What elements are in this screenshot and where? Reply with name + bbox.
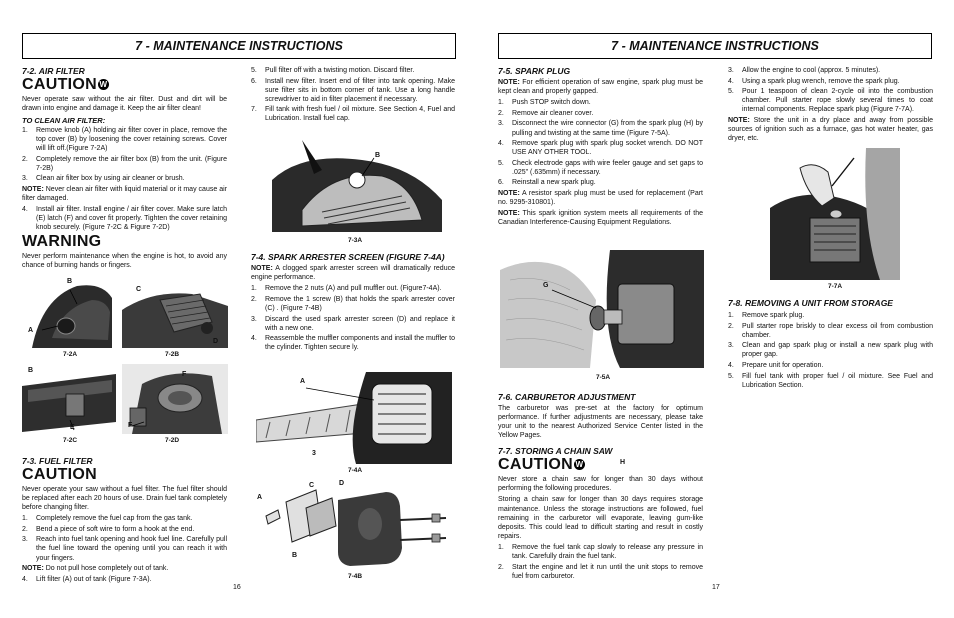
list-item: 1. Completely remove the fuel cap from the gas tank. (22, 515, 193, 523)
figure-caption: 7-2C (62, 437, 78, 444)
list-item: 3. Disconnect the wire connector (G) from the spark plug (H) by pulling and twisting at the same time (Figure 7-5A). (498, 120, 703, 137)
figure-caption: 7-2B (164, 351, 180, 358)
fig-label: C (136, 286, 142, 293)
fuel-filter-intro: Never operate your saw without a fuel filter. The fuel filter should be replaced after each 20 hours of use. Drain fuel tank completely before changing filter. (22, 485, 227, 512)
list-item: 2. Pull starter rope briskly to clear excess oil from combustion chamber. (728, 322, 933, 339)
engine-cover-latch-illustration (22, 364, 116, 434)
list-item: 4. Install air filter. Install engine / air filter cover. Make sure latch (E) latch (F) and cover fit properly. Tighten the cover retaining knob securely. (Figure 7-2C & Figure 7-2D) (22, 206, 227, 232)
page-number-right: 17 (712, 584, 720, 591)
figure-caption: 7-4B (347, 573, 363, 580)
warning-badge-icon: W (99, 80, 108, 90)
fig-label: C (309, 482, 315, 489)
list-item: 6. Reinstall a new spark plug. (498, 179, 596, 187)
list-item: 1. Remove the fuel tank cap slowly to release any pressure in tank. Carefully drain the fuel tank. (498, 543, 703, 561)
spark-plug-note-2: NOTE: A resistor spark plug must be used for replacement (Part no. 9295-310801). (498, 190, 703, 207)
right-section-header (498, 33, 932, 59)
fig-label: 3 (312, 450, 316, 457)
storing-text-1: Never store a chain saw for longer than 30 days without performing the following procedures. (498, 476, 703, 493)
figure-caption: 7-3A (347, 237, 363, 244)
spark-arrester-section (251, 252, 455, 354)
fuel-filter-steps (22, 514, 227, 562)
storing-continued (728, 66, 933, 145)
list-item: 2. Remove the 1 screw (B) that holds the spark arrester cover (C) . (Figure 7-4B) (251, 295, 455, 312)
fuel-filter-title: 7-3. FUEL FILTER (22, 456, 93, 466)
right-header-text: 7 - MAINTENANCE INSTRUCTIONS (611, 38, 819, 53)
air-filter-steps (22, 126, 227, 184)
list-item: 5. Fill fuel tank with proper fuel / oil mixture. See Fuel and Lubrication Section. (728, 372, 933, 389)
spark-plug-steps (498, 98, 703, 187)
list-item: 3. Discard the used spark arrester screen (D) and replace it with a new one. (251, 315, 455, 332)
fuel-filter-section (22, 456, 227, 586)
page-number-left: 16 (233, 584, 241, 591)
carburetor-section (498, 392, 703, 582)
list-item: 2. Remove air cleaner cover. (498, 109, 594, 117)
air-filter-section (22, 66, 227, 272)
fig-label: F (182, 371, 187, 378)
figure-7-4b (256, 478, 452, 570)
fig-label: E (70, 424, 75, 431)
list-item: 1. Remove the 2 nuts (A) and pull muffler out. (Figure7-4A). (251, 285, 442, 293)
list-item: 4. Prepare unit for operation. (728, 362, 824, 370)
fuel-filter-note: NOTE: Do not pull hose completely out of tank. (22, 565, 169, 573)
list-item: 2. Completely remove the air filter box (B) from the unit. (Figure 7-2B) (22, 155, 227, 172)
fig-label: D (213, 338, 219, 345)
fig-label: A (300, 378, 306, 385)
air-filter-intro: Never operate saw without the air filter. Dust and dirt will be drawn into engine and damage it. Keep the air filter clean! (22, 95, 227, 112)
removing-storage-steps (728, 311, 933, 390)
fig-label: F (128, 422, 133, 429)
spark-plug-note-3: NOTE: This spark ignition system meets all requirements of the Canadian Interference-Causing Equipment Regulations. (498, 210, 703, 227)
storage-note: NOTE: Store the unit in a dry place and away from possible sources of ignition such as a furnace, gas hot water heater, gas dryer, etc. (728, 116, 933, 143)
figure-caption: 7-4A (347, 467, 363, 474)
spark-arrester-note: NOTE: A clogged spark arrester screen will dramatically reduce engine performance. (251, 265, 455, 282)
removing-storage-title: 7-8. REMOVING A UNIT FROM STORAGE (728, 298, 893, 308)
warning-text: Never perform maintenance when the engine is hot, to avoid any chance of burning hands or fingers. (22, 252, 227, 269)
list-item: 4. Lift filter (A) out of tank (Figure 7-3A). (22, 576, 152, 584)
caution-heading-2: CAUTION (22, 466, 97, 484)
list-item: 4. Reassemble the muffler components and install the muffler to the cylinder. Tighten secure ly. (251, 335, 456, 352)
list-item: 1. Remove spark plug. (728, 312, 805, 320)
figure-7-3a (262, 140, 452, 232)
fuel-filter-continued (251, 66, 455, 125)
figure-7-5a (500, 250, 704, 368)
air-filter-title: 7-2. AIR FILTER (22, 66, 85, 76)
fig-label: B (67, 278, 73, 285)
left-header-text: 7 - MAINTENANCE INSTRUCTIONS (135, 38, 343, 53)
figure-caption: 7-2A (62, 351, 78, 358)
fig-label: A (28, 327, 34, 334)
list-item: 5. Pull filter off with a twisting motion. Discard filter. (251, 67, 415, 74)
caution-heading-1: CAUTION W (22, 76, 108, 94)
air-filter-note: NOTE: Never clean air filter with liquid material or it may cause air filter damaged. (22, 185, 227, 202)
carburetor-title: 7-6. CARBURETOR ADJUSTMENT (498, 392, 636, 402)
list-item: 7. Fill tank with fresh fuel / oil mixture. See Section 4, Fuel and Lubrication. Install fuel cap. (251, 106, 455, 123)
list-item: 3. Reach into fuel tank opening and hook fuel line. Carefully pull the fuel line toward the opening until you can reach it with your fingers. (22, 536, 227, 562)
muffler-removal-illustration (256, 372, 452, 464)
figure-caption: 7-5A (595, 374, 611, 381)
list-item: 3. Allow the engine to cool (approx. 5 minutes). (728, 67, 881, 74)
carburetor-text: The carburetor was pre-set at the factory for optimum performance. If further adjustments are necessary, please take your unit to the nearest Authorized Service Center listed in the Yellow Pages. (498, 405, 703, 440)
list-item: 2. Start the engine and let it run until the unit stops to remove fuel from carburetor. (498, 563, 703, 580)
list-item: 4. Remove spark plug with spark plug socket wrench. DO NOT USE ANY OTHER TOOL. (498, 140, 703, 157)
fuel-filter-steps-2 (22, 575, 227, 584)
list-item: 1. Push STOP switch down. (498, 99, 591, 107)
fuel-tank-illustration (262, 140, 452, 232)
figure-caption: 7-2D (164, 437, 180, 444)
list-item: 5. Check electrode gaps with wire feeler gauge and set gaps to .025" (.635mm) if necessary. (498, 159, 703, 176)
spark-arrester-title: 7-4. SPARK ARRESTER SCREEN (FIGURE 7-4A) (251, 252, 445, 262)
figure-caption: 7-7A (827, 283, 843, 290)
warning-heading: WARNING (22, 232, 102, 250)
fig-label: B (292, 552, 298, 559)
spark-arrester-exploded-illustration (256, 478, 452, 570)
fig-label: G (543, 282, 549, 289)
fig-label: B (375, 152, 381, 159)
cover-fit-illustration (122, 364, 228, 434)
fig-label: D (339, 480, 345, 487)
figure-7-2c (22, 364, 116, 434)
fig-label: B (28, 367, 34, 374)
air-filter-cover-illustration (22, 278, 114, 348)
fig-label: A (257, 494, 263, 501)
air-filter-steps-2 (22, 205, 227, 232)
list-item: 1. Remove knob (A) holding air filter cover in place, remove the top cover (B) by loosening the cover retaining screws. Cover will lift off.(Figure 7-2A) (22, 126, 227, 152)
caution-heading-3: CAUTION W (498, 456, 584, 474)
list-item: 6. Install new filter. Insert end of filter into tank opening. Make sure filter sits in bottom corner of tank. Use a long handle screwdriver to aid in filter placement if necessary. (251, 77, 455, 103)
list-item: 5. Pour 1 teaspoon of clean 2-cycle oil into the combustion chamber. Pull starter rope slowly several times to coat internal components. Replace spark plug (Figure 7-7A). (728, 88, 933, 114)
oil-pouring-illustration (770, 148, 900, 280)
storing-title: 7-7. STORING A CHAIN SAW (498, 446, 613, 457)
list-item: 4. Using a spark plug wrench, remove the spark plug. (728, 77, 900, 85)
storing-text-2: Storing a chain saw for longer than 30 days requires storage maintenance. Unless the storage instructions are followed, fuel remaining in the carburetor will evaporate, leaving gum-like deposits. This could lead to difficult starting and result in costly repairs. (498, 496, 703, 540)
left-section-header (22, 33, 456, 59)
spark-arrester-steps (251, 284, 455, 352)
figure-7-7a (770, 148, 900, 280)
list-item: 3. Clean and gap spark plug or install a new spark plug with proper gap. (728, 342, 933, 359)
warning-badge-icon: W (575, 460, 584, 470)
figure-7-2a (22, 278, 114, 348)
fig-label: H (620, 459, 626, 466)
spark-plug-wire-illustration (500, 250, 704, 368)
figure-7-4a (256, 372, 452, 464)
removing-storage-section (728, 298, 933, 391)
figure-7-2d (122, 364, 228, 434)
spark-plug-title: 7-5. SPARK PLUG (498, 66, 571, 76)
spark-plug-section (498, 66, 703, 229)
list-item: 3. Clean air filter box by using air cleaner or brush. (22, 175, 185, 183)
storing-steps-2 (728, 66, 933, 114)
fuel-filter-steps-3 (251, 66, 455, 124)
clean-air-filter-title: TO CLEAN AIR FILTER: (22, 116, 106, 126)
list-item: 2. Bend a piece of soft wire to form a hook at the end. (22, 525, 195, 533)
spark-plug-note: NOTE: For efficient operation of saw engine, spark plug must be kept clean and properly gapped. (498, 79, 703, 96)
storing-steps (498, 543, 703, 581)
